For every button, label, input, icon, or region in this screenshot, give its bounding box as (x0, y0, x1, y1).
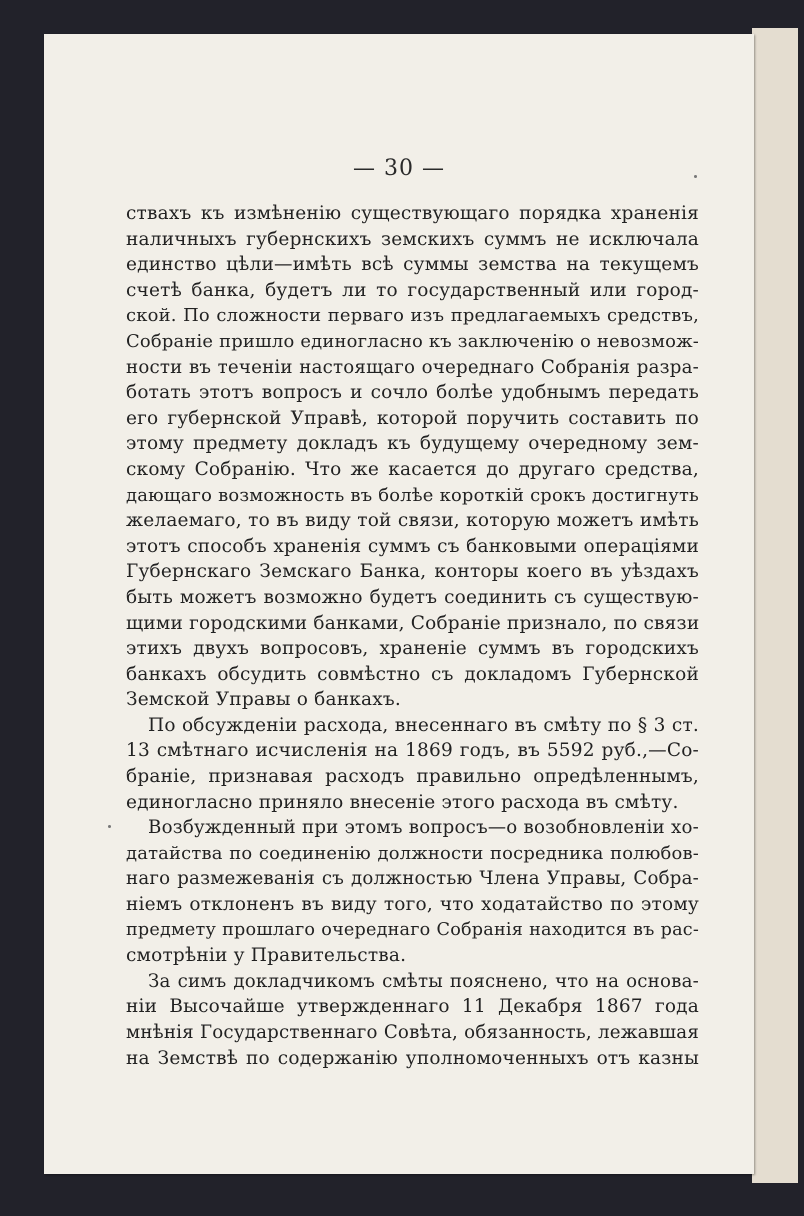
text-line: счетѣ банка, будетъ ли то государственный или город- (126, 279, 699, 301)
text-line: ствахъ къ измѣненію существующаго порядка храненія (126, 203, 699, 224)
text-line: ніемъ отклоненъ въ виду того, что ходатайство по этому (126, 894, 699, 916)
text-line: желаемаго, то въ виду той связи, которую можетъ имѣть (126, 510, 699, 532)
text-line: быть можетъ возможно будетъ соединить съ существую- (126, 586, 699, 608)
text-line: датайства по соединенію должности посредника полюбов- (126, 842, 699, 864)
text-line: ской. По сложности перваго изъ предлагаемыхъ средствъ, (126, 305, 699, 327)
page-number: — 30 — (353, 156, 445, 181)
text-line: банкахъ обсудить совмѣстно съ докладомъ Губернской (126, 663, 699, 685)
text-line: ніи Высочайше утвержденнаго 11 Декабря 1867 года (126, 996, 699, 1018)
text-line: его губернской Управѣ, которой поручить составить по (126, 407, 699, 429)
text-line: Собраніе пришло единогласно къ заключенію о невозмож- (126, 330, 699, 352)
text-line: наличныхъ губернскихъ земскихъ суммъ не исключала (126, 228, 699, 250)
text-line: единство цѣли—имѣть всѣ суммы земства на текущемъ (126, 254, 699, 276)
paragraph (126, 201, 699, 713)
text-line: Земской Управы о банкахъ. (126, 689, 401, 711)
text-line: единогласно приняло внесеніе этого расхода въ смѣту. (126, 791, 679, 813)
text-line: этотъ способъ храненія суммъ съ банковыми операціями (126, 535, 699, 557)
text-line: мнѣнія Государственнаго Совѣта, обязанность, лежавшая (126, 1022, 699, 1043)
text-line: По обсужденіи расхода, внесеннаго въ смѣту по § 3 ст. (148, 714, 699, 736)
text-line: Губернскаго Земскаго Банка, конторы коего въ уѣздахъ (126, 561, 699, 583)
text-line: ботать этотъ вопросъ и сочло болѣе удобнымъ передать (126, 382, 699, 404)
text-line: За симъ докладчикомъ смѣты пояснено, что на основа- (148, 970, 699, 992)
text-line: на Земствѣ по содержанію уполномоченныхъ отъ казны (126, 1047, 699, 1069)
text-line: смотрѣніи у Правительства. (126, 945, 407, 967)
text-line: щими городскими банками, Собраніе признало, по связи (126, 612, 700, 634)
text-line: наго размежеванія съ должностью Члена Управы, Собра- (126, 868, 699, 890)
text-line: ности въ теченіи настоящаго очереднаго Собранія разра- (126, 356, 699, 378)
text-line: этихъ двухъ вопросовъ, храненіе суммъ въ городскихъ (126, 638, 699, 660)
paper-speck (694, 175, 697, 178)
paragraph (126, 969, 699, 1071)
text-line: предмету прошлаго очереднаго Собранія находится въ рас- (126, 919, 699, 940)
body-text (126, 201, 699, 1071)
text-line: этому предмету докладъ къ будущему очередному зем- (126, 433, 699, 455)
text-line: дающаго возможность въ болѣе короткій срокъ достигнуть (126, 484, 699, 506)
text-line: скому Собранію. Что же касается до другаго средства, (126, 458, 699, 480)
document-page (44, 34, 754, 1174)
paragraph (126, 815, 699, 969)
page-edge (752, 28, 798, 1183)
paragraph (126, 713, 699, 815)
text-line: 13 смѣтнаго исчисленія на 1869 годъ, въ 5592 руб.,—Со- (126, 740, 699, 762)
text-line: браніе, признавая расходъ правильно опредѣленнымъ, (126, 766, 699, 788)
text-line: Возбужденный при этомъ вопросъ—о возобновленіи хо- (148, 817, 699, 839)
paper-speck (108, 825, 111, 828)
